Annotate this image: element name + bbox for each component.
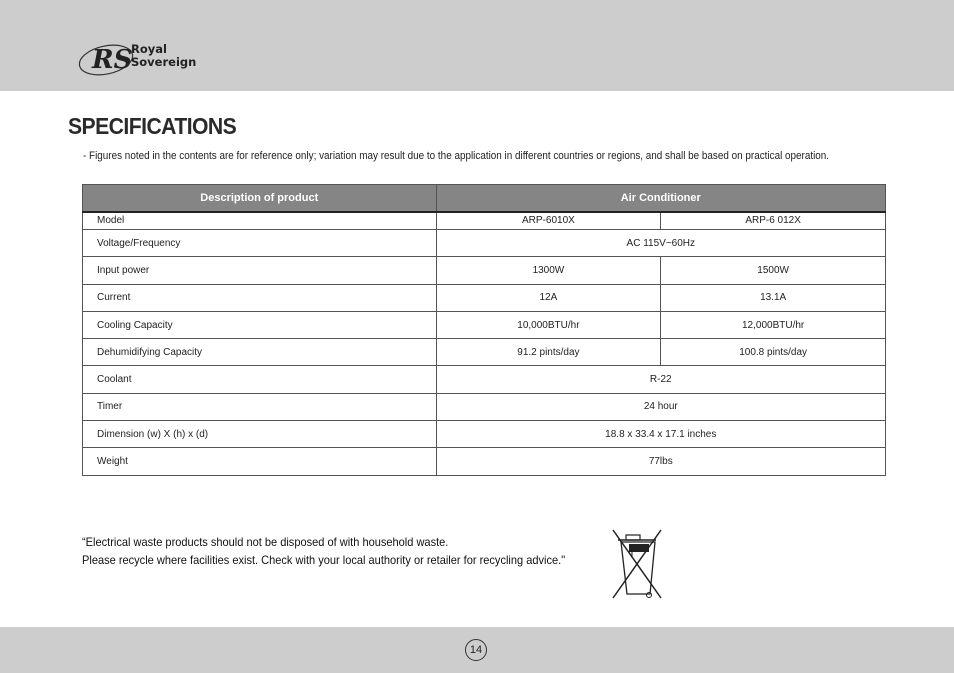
row-label: Timer — [83, 393, 437, 420]
logo-line-sovereign: Sovereign — [131, 55, 197, 69]
header-description: Description of product — [83, 185, 437, 212]
row-value: 1300W — [436, 257, 661, 284]
row-value: ARP-6 012X — [661, 212, 886, 230]
table-row — [83, 212, 886, 230]
row-value: R-22 — [436, 366, 885, 393]
row-value: 18.8 x 33.4 x 17.1 inches — [436, 421, 885, 448]
logo-line-royal: Royal — [131, 42, 167, 56]
row-value: 10,000BTU/hr — [436, 311, 661, 338]
row-value: 1500W — [661, 257, 886, 284]
row-label: Voltage/Frequency — [83, 230, 437, 257]
row-value: AC 115V~60Hz — [436, 230, 885, 257]
reference-note: - Figures noted in the contents are for reference only; variation may result due to the application in different countries or regions, and shall be based on practical operation. — [83, 150, 830, 162]
row-label: Current — [83, 284, 437, 311]
row-label: Coolant — [83, 366, 437, 393]
row-value: 91.2 pints/day — [436, 339, 661, 366]
row-value: 100.8 pints/day — [661, 339, 886, 366]
table-body — [83, 212, 886, 476]
row-label: Dimension (w) X (h) x (d) — [83, 421, 437, 448]
table-row — [83, 448, 886, 475]
royal-sovereign-logo-icon — [78, 38, 138, 78]
row-label: Dehumidifying Capacity — [83, 339, 437, 366]
row-label: Cooling Capacity — [83, 311, 437, 338]
page-title: SPECIFICATIONS — [68, 113, 237, 139]
svg-text:RS: RS — [92, 45, 133, 75]
row-value: 12,000BTU/hr — [661, 311, 886, 338]
header-air-conditioner: Air Conditioner — [436, 185, 885, 212]
table-row — [83, 421, 886, 448]
table-row — [83, 311, 886, 338]
row-label: Weight — [83, 448, 437, 475]
row-value: 77lbs — [436, 448, 885, 475]
row-value: 24 hour — [436, 393, 885, 420]
crossed-out-wheelie-bin-icon — [612, 528, 664, 600]
disposal-line-2: Please recycle where facilities exist. Check with your local authority or retailer for recycling advice." — [82, 553, 566, 567]
row-label: Model — [83, 212, 437, 230]
row-label: Input power — [83, 257, 437, 284]
row-value: ARP-6010X — [436, 212, 661, 230]
specifications-table — [82, 184, 886, 476]
table-row — [83, 393, 886, 420]
royal-sovereign-logo — [78, 38, 218, 78]
table-row — [83, 284, 886, 311]
row-value: 13.1A — [661, 284, 886, 311]
table-row — [83, 366, 886, 393]
disposal-notice — [82, 533, 565, 569]
table-row — [83, 339, 886, 366]
table-row — [83, 257, 886, 284]
row-value: 12A — [436, 284, 661, 311]
header-band — [0, 0, 954, 91]
logo-wordmark — [131, 43, 196, 69]
table-row — [83, 230, 886, 257]
table-header-row — [83, 185, 886, 212]
page-number: 14 — [465, 639, 487, 661]
disposal-line-1: “Electrical waste products should not be disposed of with household waste. — [82, 535, 449, 549]
